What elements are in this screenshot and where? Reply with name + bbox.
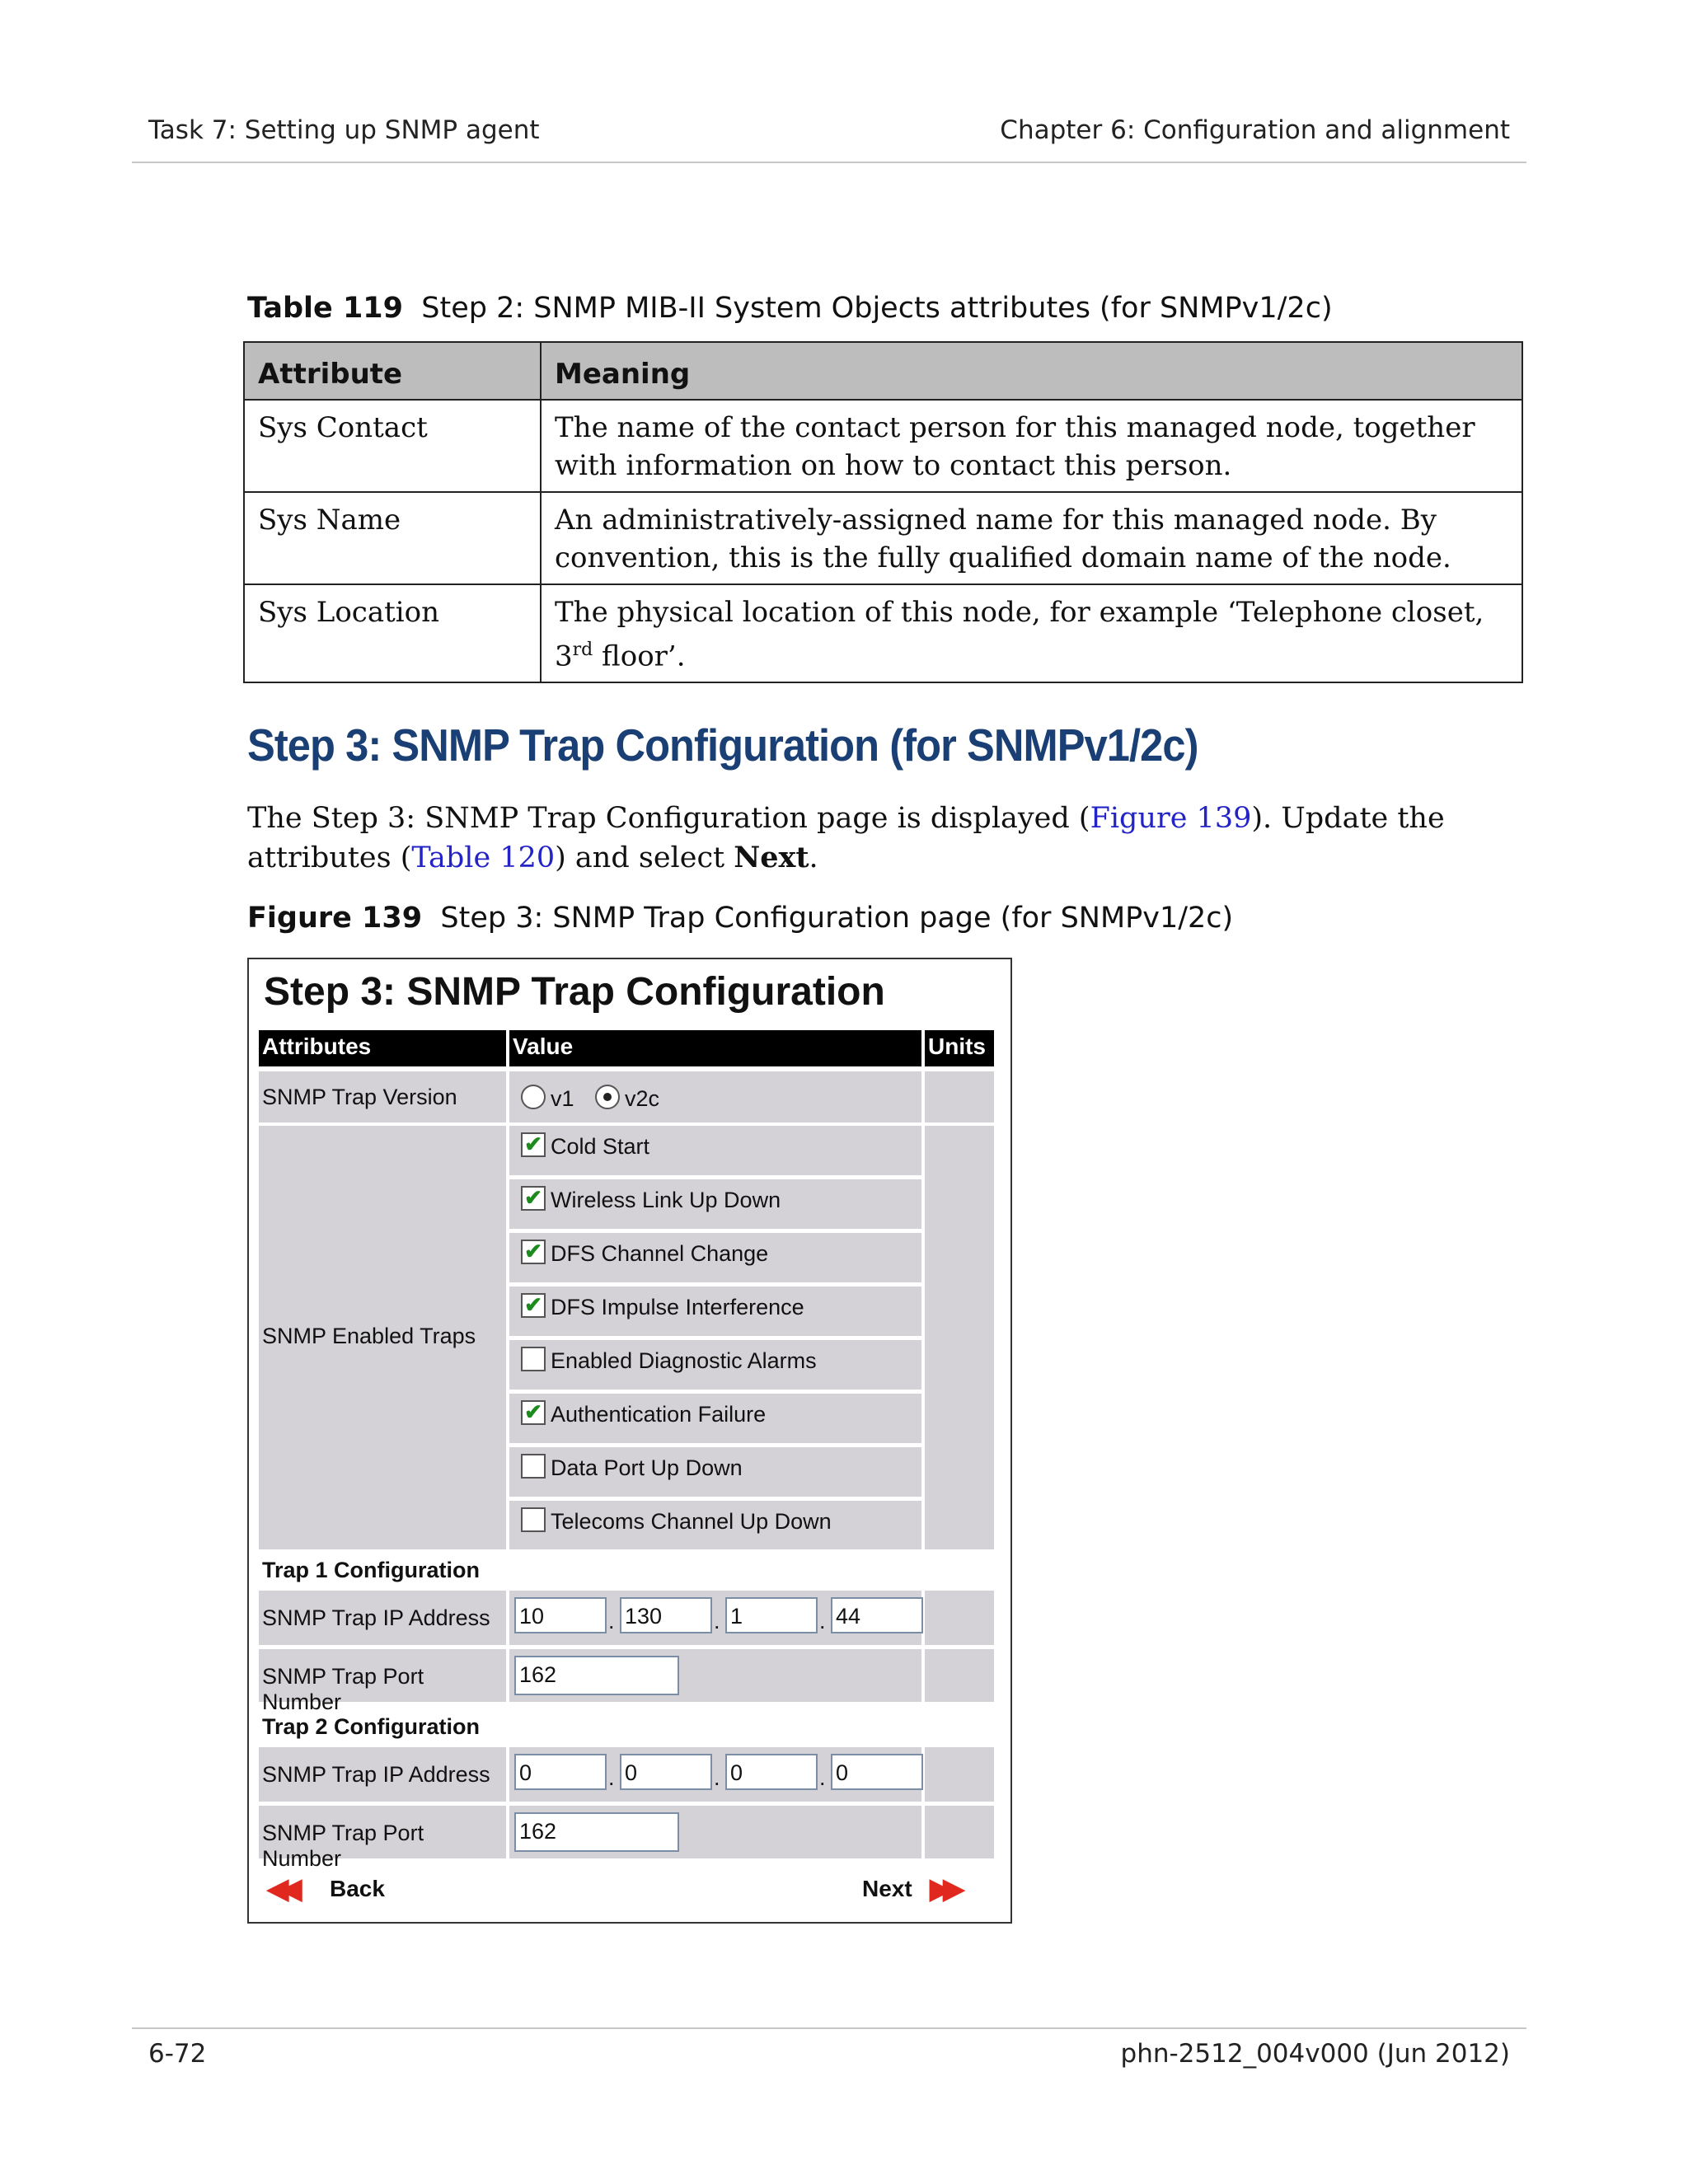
cell-attribute: Sys Contact [244,400,541,492]
table-row [244,400,1522,492]
radio-v1[interactable] [521,1085,546,1109]
trap2-ip-octet-4[interactable]: 0 [831,1754,923,1790]
para-text: . [809,841,818,874]
trap2-ip-octet-1[interactable]: 0 [514,1754,607,1790]
trap-label: DFS Impulse Interference [551,1295,804,1319]
radio-v2c[interactable] [595,1085,620,1109]
cell-attribute: Sys Location [244,584,541,682]
trap-label: DFS Channel Change [551,1241,769,1266]
para-text: ). Update the attributes ( [247,802,1445,874]
units-cell [925,1747,994,1802]
trap2-ip-octet-2[interactable]: 0 [620,1754,712,1790]
trap-option-auth-failure [509,1394,921,1443]
trap-option-dfs-channel [509,1233,921,1282]
form-header-value: Value [509,1030,921,1066]
checkbox-data-port[interactable] [521,1454,546,1479]
checkbox-dfs-impulse[interactable]: ✔ [521,1293,546,1318]
trap1-ip-octet-4[interactable]: 44 [831,1597,923,1633]
trap1-ip-label-cell [259,1591,506,1645]
meaning-text-post: floor’. [593,640,686,673]
figure-caption-label: Figure 139 [247,902,423,935]
trap-label: Enabled Diagnostic Alarms [551,1348,817,1373]
checkbox-cold-start[interactable]: ✔ [521,1132,546,1157]
checkbox-wireless-link[interactable]: ✔ [521,1186,546,1211]
form-header-units: Units [925,1030,994,1066]
trap2-ip-label-cell [259,1747,506,1802]
section-paragraph [247,799,1484,878]
trap1-port-value-cell [509,1649,921,1702]
table-row [244,492,1522,584]
radio-v2c-label: v2c [625,1086,660,1111]
checkbox-telecoms-channel[interactable] [521,1507,546,1532]
trap1-ip-octet-1[interactable]: 10 [514,1597,607,1633]
trap1-ip-value-cell [509,1591,921,1645]
back-button[interactable] [267,1872,399,1905]
trap2-heading: Trap 2 Configuration [262,1714,481,1739]
units-cell [925,1591,994,1645]
trap-option-data-port [509,1447,921,1497]
ip-separator: . [608,1609,615,1633]
trap2-ip-octet-3[interactable]: 0 [725,1754,818,1790]
enabled-traps-label-cell [259,1126,506,1549]
trap1-heading: Trap 1 Configuration [262,1558,481,1582]
trap1-ip-label: SNMP Trap IP Address [262,1605,490,1630]
figure-caption [247,902,1233,935]
trap-label: Cold Start [551,1134,650,1159]
para-text: ) and select [555,841,734,874]
table-caption-label: Table 119 [247,292,404,325]
para-bold-next: Next [734,841,809,874]
next-button[interactable] [860,1872,992,1905]
trap-label: Authentication Failure [551,1402,767,1427]
meaning-text-pre: The physical location of this node, for example ‘Telephone closet, 3 [555,596,1484,673]
cell-attribute: Sys Name [244,492,541,584]
form-title: Step 3: SNMP Trap Configuration [264,970,885,1014]
enabled-traps-label: SNMP Enabled Traps [262,1324,476,1348]
page-number: 6-72 [148,2039,207,2069]
running-header-left: Task 7: Setting up SNMP agent [148,115,540,145]
ordinal-suffix: rd [572,640,593,660]
trap2-port-input[interactable]: 162 [514,1812,679,1852]
section-heading: Step 3: SNMP Trap Configuration (for SNMPv1/2c) [247,719,1198,771]
trap-version-value-cell [509,1071,921,1122]
trap1-port-input[interactable]: 162 [514,1656,679,1695]
trap-option-dfs-impulse [509,1286,921,1336]
units-cell [925,1126,994,1549]
next-label: Next [862,1876,912,1901]
form-header-attributes: Attributes [259,1030,506,1066]
back-arrow-icon: ◀◀ [267,1873,294,1905]
ip-separator: . [714,1609,720,1633]
document-id: phn-2512_004v000 (Jun 2012) [1120,2039,1510,2069]
ip-separator: . [819,1609,826,1633]
running-header-right: Chapter 6: Configuration and alignment [1000,115,1510,145]
trap-option-wireless-link [509,1179,921,1229]
trap-option-diagnostic-alarms [509,1340,921,1390]
units-cell [925,1071,994,1122]
radio-selected-dot [603,1093,612,1101]
cell-meaning [541,584,1522,682]
trap2-port-value-cell [509,1806,921,1858]
trap-label: Wireless Link Up Down [551,1188,781,1212]
ip-separator: . [714,1765,720,1790]
trap1-ip-octet-3[interactable]: 1 [725,1597,818,1633]
table-header-row [244,342,1522,400]
figure-link[interactable]: Figure 139 [1090,802,1252,835]
checkbox-auth-failure[interactable]: ✔ [521,1400,546,1425]
trap-option-cold-start [509,1126,921,1175]
cell-meaning: The name of the contact person for this managed node, together with information on how to contact this person. [541,400,1522,492]
trap1-port-label-cell [259,1649,506,1714]
column-header-attribute: Attribute [244,342,541,400]
trap-version-label: SNMP Trap Version [262,1085,457,1109]
table-link[interactable]: Table 120 [411,841,556,874]
units-cell [925,1806,994,1858]
figure-caption-text: Step 3: SNMP Trap Configuration page (for SNMPv1/2c) [440,902,1234,935]
table-caption-text: Step 2: SNMP MIB-II System Objects attributes (for SNMPv1/2c) [421,292,1333,325]
trap-option-telecoms-channel [509,1501,921,1549]
trap-label: Telecoms Channel Up Down [551,1509,832,1534]
column-header-meaning: Meaning [541,342,1522,400]
checkbox-dfs-channel[interactable]: ✔ [521,1240,546,1264]
next-arrow-icon: ▶▶ [930,1873,957,1905]
attributes-table [243,341,1523,683]
trap-label: Data Port Up Down [551,1455,743,1480]
trap2-ip-value-cell [509,1747,921,1802]
trap2-ip-label: SNMP Trap IP Address [262,1762,490,1787]
trap-config-screenshot [247,958,1012,1924]
ip-separator: . [819,1765,826,1790]
table-caption [247,292,1333,325]
radio-v1-label: v1 [551,1086,574,1111]
cell-meaning: An administratively-assigned name for this managed node. By convention, this is the fully qualified domain name of the node. [541,492,1522,584]
trap-version-label-cell [259,1071,506,1122]
table-row [244,584,1522,682]
para-text: The Step 3: SNMP Trap Configuration page is displayed ( [247,802,1090,835]
trap1-ip-octet-2[interactable]: 130 [620,1597,712,1633]
ip-separator: . [608,1765,615,1790]
back-label: Back [330,1876,385,1901]
trap2-port-label: SNMP Trap Port Number [262,1821,424,1871]
footer-rule [132,2027,1526,2029]
trap1-port-label: SNMP Trap Port Number [262,1664,424,1714]
trap2-port-label-cell [259,1806,506,1871]
units-cell [925,1649,994,1702]
checkbox-diagnostic-alarms[interactable] [521,1347,546,1371]
header-rule [132,162,1526,163]
